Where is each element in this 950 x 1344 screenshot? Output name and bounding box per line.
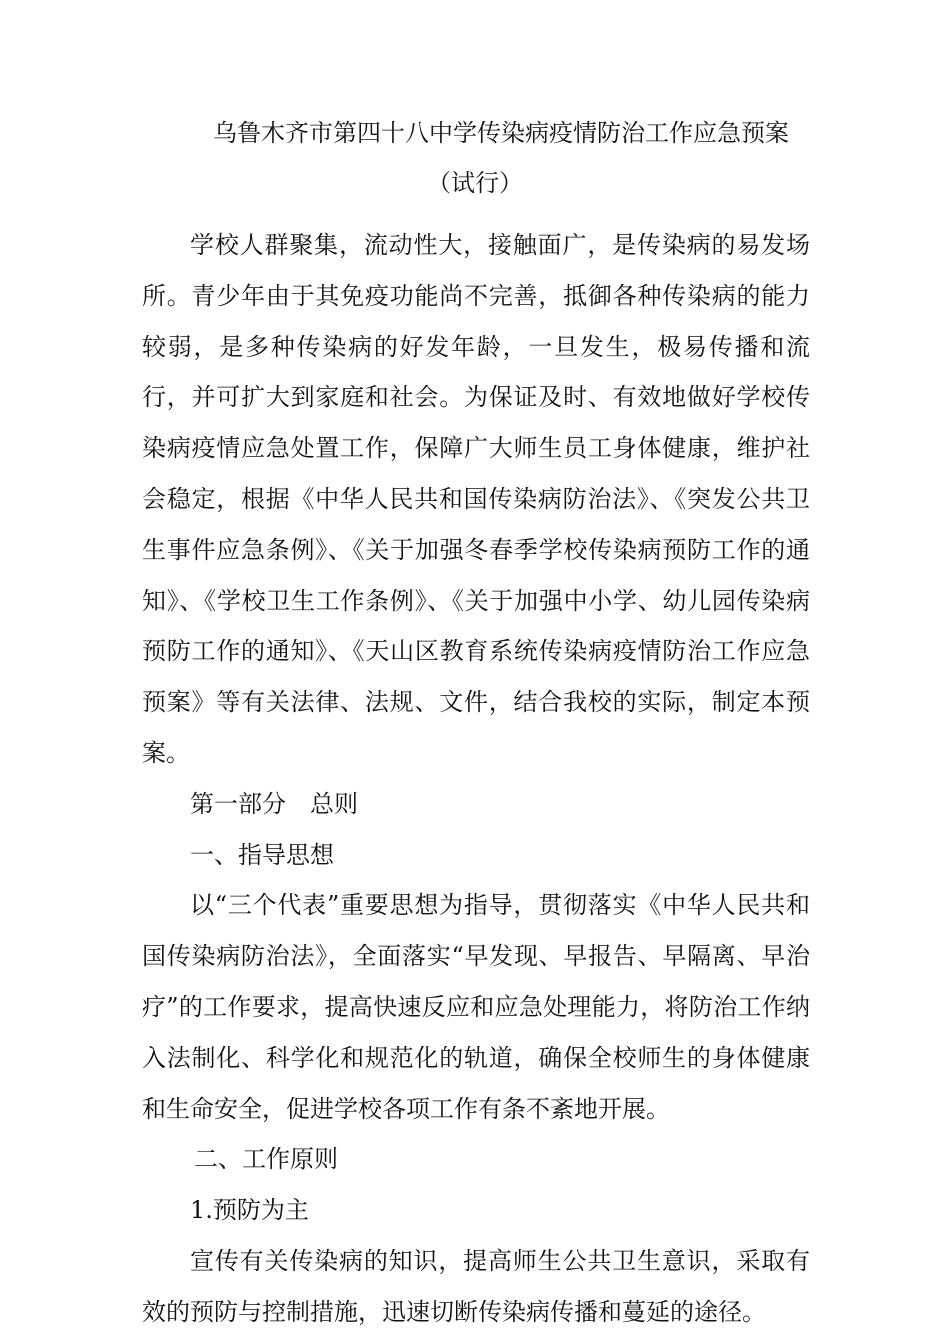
intro-paragraph: 学校人群聚集，流动性大，接触面广，是传染病的易发场所。青少年由于其免疫功能尚不完善，抵御各种传染病的能力较弱，是多种传染病的好发年龄，一旦发生，极易传播和流行，并可扩大到家庭和社会。为保证及时、有效地做好学校传染病疫情应急处置工作，保障广大师生员工身体健康，维护社会稳定，根据《中华人民共和国传染病防治法》、《突发公共卫生事件应急条例》、《关于加强冬春季学校传染病预防工作的通知》、《学校卫生工作条例》、《关于加强中小学、幼儿园传染病预防工作的通知》、《天山区教育系统传染病疫情防治工作应急预案》等有关法律、法规、文件，结合我校的实际，制定本预案。	[142, 231, 810, 767]
part-one-heading: 第一部分 总则	[190, 789, 358, 818]
document-body	[142, 220, 810, 1338]
section-one-heading: 一、指导思想	[190, 840, 334, 869]
guiding-paragraph: 以“三个代表”重要思想为指导，贯彻落实《中华人民共和国传染病防治法》，全面落实“早发现、早报告、早隔离、早治疗”的工作要求，提高快速反应和应急处理能力，将防治工作纳入法制化、科学化和规范化的轨道，确保全校师生的身体健康和生命安全，促进学校各项工作有条不紊地开展。	[142, 891, 810, 1123]
document-subtitle: （试行）	[427, 169, 523, 197]
document-title: 乌鲁木齐市第四十八中学传染病疫情防治工作应急预案	[213, 119, 789, 147]
principle-one-paragraph: 宣传有关传染病的知识，提高师生公共卫生意识，采取有效的预防与控制措施，迅速切断传染病传播和蔓延的途径。	[142, 1246, 810, 1326]
principle-one-heading: 1.预防为主	[190, 1196, 309, 1225]
section-two-heading: 二、工作原则	[194, 1145, 338, 1174]
